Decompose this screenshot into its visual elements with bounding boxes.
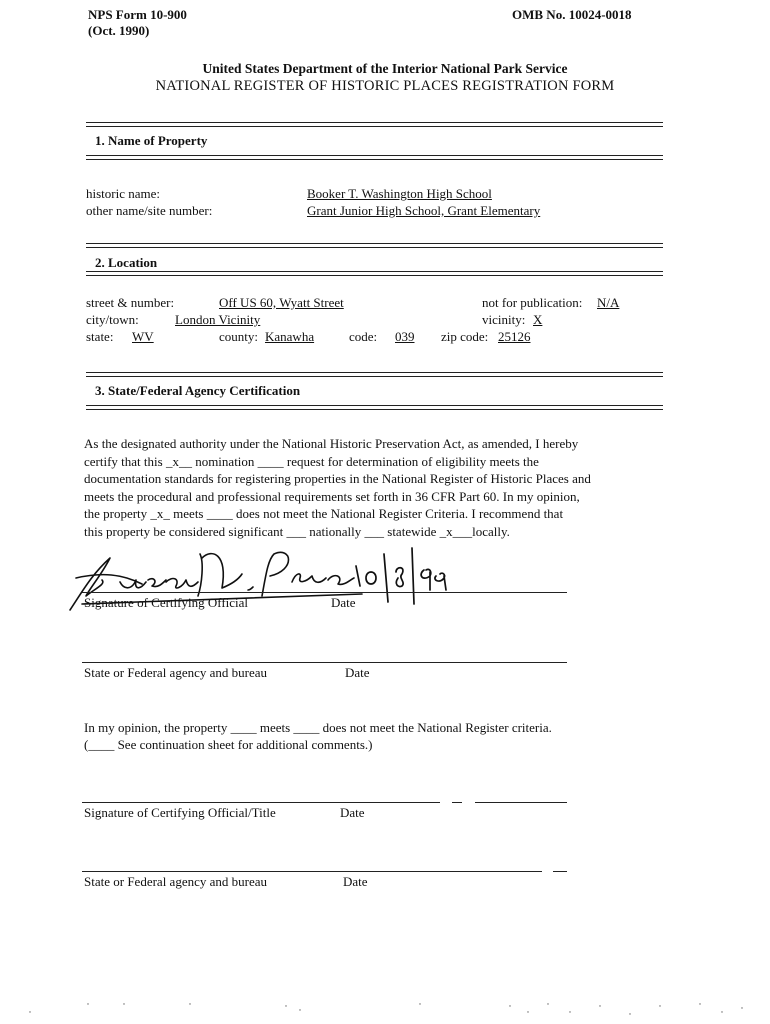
date-label: Date (345, 665, 370, 680)
form-date: (Oct. 1990) (88, 23, 150, 38)
scan-noise (0, 1000, 770, 1020)
section-rule (86, 155, 663, 156)
section-rule (86, 159, 663, 160)
section-rule (86, 243, 663, 244)
code-value: 039 (395, 329, 415, 344)
signature-line (475, 802, 567, 803)
signature-line (553, 871, 567, 872)
state-value: WV (132, 329, 154, 344)
section-rule (86, 372, 663, 373)
agency-label: State or Federal agency and bureau (84, 874, 268, 889)
county-value: Kanawha (265, 329, 315, 344)
date-label: Date (340, 805, 365, 820)
historic-name-value: Booker T. Washington High School (307, 186, 492, 201)
signature-line (82, 802, 440, 803)
omb-number: OMB No. 10024-0018 (512, 7, 632, 22)
vicinity-label: vicinity: (482, 312, 526, 327)
signature-label: Signature of Certifying Official (84, 595, 249, 610)
agency-label: State or Federal agency and bureau (84, 665, 268, 680)
department-title: United States Department of the Interior National Park Service (202, 61, 568, 76)
street-value: Off US 60, Wyatt Street (219, 295, 344, 310)
certification-line: certify that this _x__ nomination ____ request for determination of eligibility meets the (84, 453, 539, 469)
signature-line (82, 871, 542, 872)
county-label: county: (219, 329, 258, 344)
section-1-heading: 1. Name of Property (95, 133, 208, 148)
date-label: Date (331, 595, 356, 610)
section-rule (86, 376, 663, 377)
certification-line: As the designated authority under the National Historic Preservation Act, as amended, I hereby (84, 436, 579, 451)
certification-line: this property be considered significant ___ nationally ___ statewide _x___locally. (84, 523, 510, 539)
continuation-line: (____ See continuation sheet for additional comments.) (84, 737, 373, 752)
section-2-heading: 2. Location (95, 255, 158, 270)
signature-line (452, 802, 462, 803)
certification-line: meets the procedural and professional requirements set forth in 36 CFR Part 60. In my opinion, (84, 488, 580, 504)
city-value: London Vicinity (175, 312, 261, 327)
not-for-publication-label: not for publication: (482, 295, 583, 310)
state-label: state: (86, 329, 114, 344)
zip-label: zip code: (441, 329, 489, 344)
signature-line (82, 662, 567, 663)
section-rule (86, 247, 663, 248)
code-label: code: (349, 329, 378, 344)
section-rule (86, 126, 663, 127)
section-rule (86, 122, 663, 123)
certification-line: the property _x_ meets ____ does not meet the National Register Criteria. I recommend that (84, 506, 564, 522)
not-for-publication-value: N/A (597, 295, 620, 310)
date-label: Date (343, 874, 368, 889)
section-3-heading: 3. State/Federal Agency Certification (95, 383, 301, 398)
zip-value: 25126 (498, 329, 531, 344)
certification-line: documentation standards for registering properties in the National Register of Historic Places and (84, 471, 591, 487)
section-rule (86, 405, 663, 406)
opinion-line: In my opinion, the property ____ meets ____ does not meet the National Register criteria. (84, 720, 552, 735)
section-rule (86, 409, 663, 410)
form-number: NPS Form 10-900 (88, 7, 187, 22)
section-rule (86, 271, 663, 272)
handwritten-signature (62, 544, 482, 624)
other-name-value: Grant Junior High School, Grant Elementary (307, 203, 541, 218)
street-label: street & number: (86, 295, 175, 310)
signature-title-label: Signature of Certifying Official/Title (84, 805, 276, 820)
city-label: city/town: (86, 312, 139, 327)
other-name-label: other name/site number: (86, 203, 213, 218)
signature-line (82, 592, 567, 593)
historic-name-label: historic name: (86, 186, 161, 201)
form-title: NATIONAL REGISTER OF HISTORIC PLACES REGISTRATION FORM (155, 78, 615, 94)
section-rule (86, 275, 663, 276)
vicinity-value: X (533, 312, 543, 327)
certification-paragraph (84, 435, 684, 541)
